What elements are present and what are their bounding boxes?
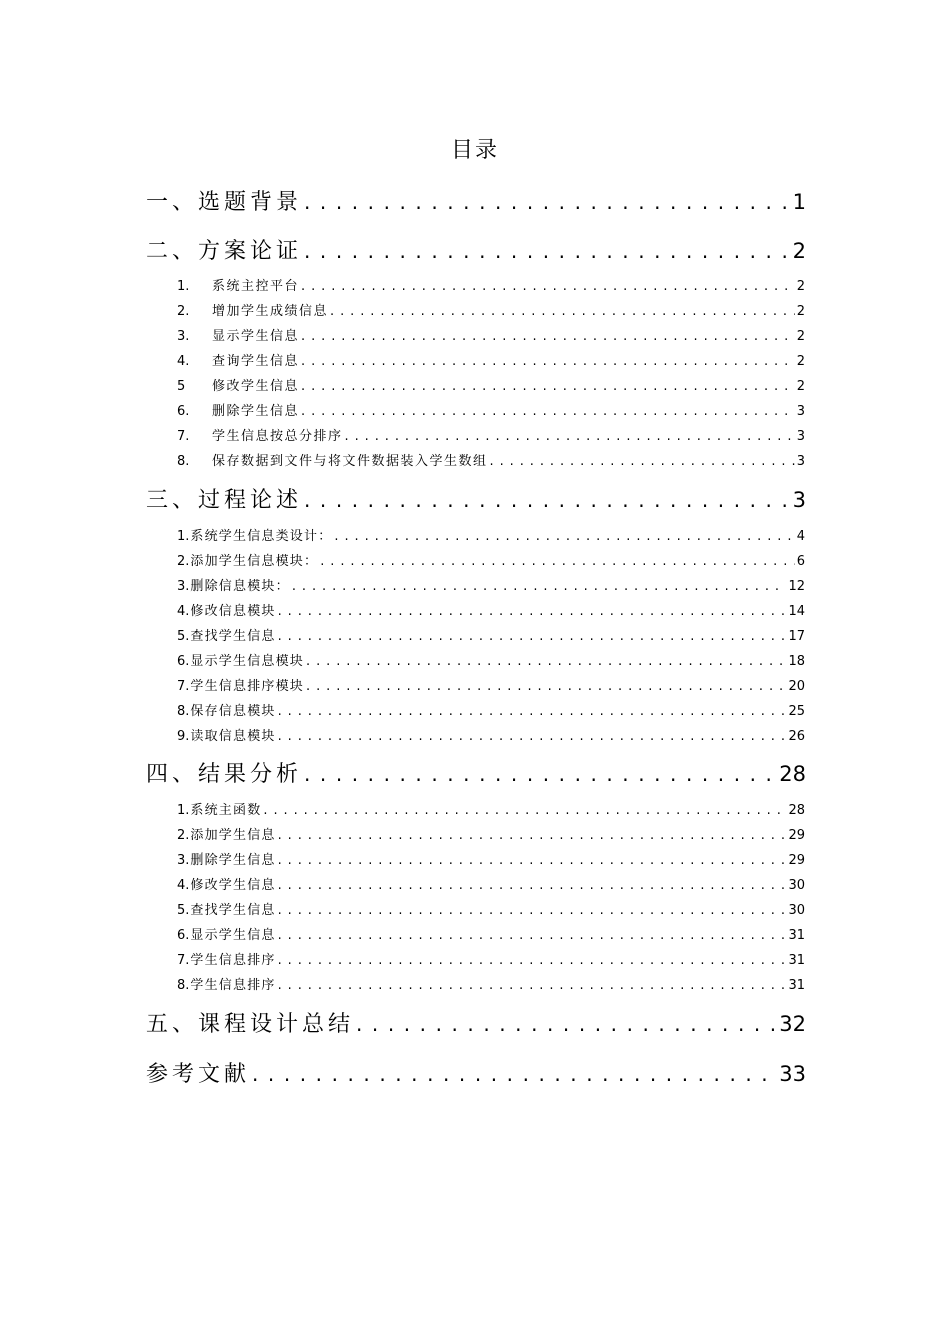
toc-subsection-entry[interactable] xyxy=(177,400,805,419)
toc-subsection-number: 2. xyxy=(177,304,190,319)
toc-subsection-label: 学生信息按总分排序 xyxy=(212,429,343,444)
toc-subsection-label: 显示学生信息模块 xyxy=(190,654,305,669)
toc-subsection-entry[interactable] xyxy=(177,650,805,669)
toc-subsection-entry[interactable] xyxy=(177,325,805,344)
toc-page-number: 29 xyxy=(788,828,805,843)
dot-leader xyxy=(304,762,777,787)
toc-subsection-label: 修改信息模块 xyxy=(190,604,276,619)
dot-leader xyxy=(334,529,794,544)
dot-leader xyxy=(278,978,787,993)
toc-section-entry[interactable] xyxy=(146,1007,806,1038)
toc-subsection-label: 系统学生信息类设计： xyxy=(190,529,333,544)
toc-subsection-entry[interactable] xyxy=(177,275,805,294)
dot-leader xyxy=(320,554,795,569)
toc-page-number: 2 xyxy=(796,279,805,294)
toc-section-entry[interactable] xyxy=(146,185,806,216)
toc-subsection-label: 删除学生信息 xyxy=(212,404,300,419)
toc-page-number: 4 xyxy=(796,529,805,544)
toc-subsection-entry[interactable] xyxy=(177,600,805,619)
toc-subsection-number: 8. xyxy=(177,704,190,719)
toc-subsection-entry[interactable] xyxy=(177,824,805,843)
toc-section-label: 参考文献 xyxy=(146,1062,251,1087)
toc-section-label: 二、方案论证 xyxy=(146,239,303,264)
toc-subsection-entry[interactable] xyxy=(177,700,805,719)
dot-leader xyxy=(345,429,795,444)
toc-subsection-number: 1. xyxy=(177,279,190,294)
dot-leader xyxy=(306,679,786,694)
toc-subsection-number: 9. xyxy=(177,729,190,744)
toc-subsection-number: 2. xyxy=(177,554,190,569)
toc-subsection-entry[interactable] xyxy=(177,550,805,569)
dot-leader xyxy=(330,304,795,319)
dot-leader xyxy=(301,354,795,369)
dot-leader xyxy=(304,190,791,215)
dot-leader xyxy=(263,803,786,818)
toc-subsection-label: 查找学生信息 xyxy=(190,903,276,918)
toc-subsection-entry[interactable] xyxy=(177,425,805,444)
toc-subsection-entry[interactable] xyxy=(177,625,805,644)
toc-subsection-number: 1. xyxy=(177,529,190,544)
toc-subsection-entry[interactable] xyxy=(177,450,805,469)
toc-section-entry[interactable] xyxy=(146,757,806,788)
dot-leader xyxy=(278,828,787,843)
toc-page-number: 33 xyxy=(779,1062,806,1086)
dot-leader xyxy=(278,928,787,943)
toc-subsection-entry[interactable] xyxy=(177,675,805,694)
dot-leader xyxy=(278,903,787,918)
toc-subsection-number: 6. xyxy=(177,404,190,419)
toc-subsection-label: 查找学生信息 xyxy=(190,629,276,644)
toc-subsection-label: 添加学生信息 xyxy=(190,828,276,843)
toc-page-number: 14 xyxy=(788,604,805,619)
dot-leader xyxy=(490,454,795,469)
toc-subsection-entry[interactable] xyxy=(177,924,805,943)
toc-subsection-entry[interactable] xyxy=(177,350,805,369)
toc-page-number: 2 xyxy=(792,239,806,263)
toc-subsection-number: 2. xyxy=(177,828,190,843)
toc-subsection-number: 3. xyxy=(177,853,190,868)
toc-section-label: 五、课程设计总结 xyxy=(146,1012,355,1037)
dot-leader xyxy=(252,1062,777,1087)
toc-subsection-label: 保存信息模块 xyxy=(190,704,276,719)
toc-subsection-label: 显示学生信息 xyxy=(212,329,300,344)
toc-section-label: 三、过程论述 xyxy=(146,488,303,513)
toc-subsection-number: 6. xyxy=(177,928,190,943)
toc-page-number: 18 xyxy=(788,654,805,669)
toc-page-number: 25 xyxy=(788,704,805,719)
toc-subsection-entry[interactable] xyxy=(177,300,805,319)
toc-subsection-number: 5. xyxy=(177,903,190,918)
dot-leader xyxy=(278,853,787,868)
toc-subsection-label: 删除信息模块： xyxy=(190,579,290,594)
toc-page-number: 20 xyxy=(788,679,805,694)
toc-subsection-number: 5 xyxy=(177,379,186,394)
toc-page-number: 28 xyxy=(779,762,806,786)
toc-section-entry[interactable] xyxy=(146,234,806,265)
toc-subsection-entry[interactable] xyxy=(177,899,805,918)
toc-subsection-entry[interactable] xyxy=(177,974,805,993)
dot-leader xyxy=(301,329,795,344)
dot-leader xyxy=(278,604,787,619)
toc-subsection-label: 系统主控平台 xyxy=(212,279,300,294)
toc-subsection-label: 查询学生信息 xyxy=(212,354,300,369)
toc-subsection-label: 添加学生信息模块： xyxy=(190,554,319,569)
toc-subsection-label: 学生信息排序 xyxy=(190,953,276,968)
dot-leader xyxy=(278,729,787,744)
dot-leader xyxy=(356,1012,777,1037)
toc-section-label: 一、选题背景 xyxy=(146,190,303,215)
toc-page-number: 29 xyxy=(788,853,805,868)
dot-leader xyxy=(301,279,795,294)
toc-subsection-entry[interactable] xyxy=(177,874,805,893)
toc-title: 目录 xyxy=(450,138,499,163)
toc-subsection-number: 3. xyxy=(177,329,190,344)
toc-subsection-number: 7. xyxy=(177,953,190,968)
toc-page-number: 30 xyxy=(788,903,805,918)
toc-subsection-entry[interactable] xyxy=(177,575,805,594)
toc-page-number: 31 xyxy=(788,978,805,993)
toc-subsection-number: 4. xyxy=(177,878,190,893)
toc-subsection-entry[interactable] xyxy=(177,799,805,818)
toc-page-number: 2 xyxy=(796,329,805,344)
toc-subsection-label: 增加学生成绩信息 xyxy=(212,304,329,319)
toc-section-entry[interactable] xyxy=(146,1057,806,1088)
toc-subsection-label: 修改学生信息 xyxy=(190,878,276,893)
toc-subsection-entry[interactable] xyxy=(177,375,805,394)
toc-page-number: 12 xyxy=(788,579,805,594)
toc-subsection-label: 删除学生信息 xyxy=(190,853,276,868)
toc-subsection-entry[interactable] xyxy=(177,525,805,544)
toc-page-number: 17 xyxy=(788,629,805,644)
toc-section-entry[interactable] xyxy=(146,483,806,514)
toc-subsection-number: 8. xyxy=(177,978,190,993)
toc-subsection-number: 5. xyxy=(177,629,190,644)
toc-page-number: 26 xyxy=(788,729,805,744)
toc-subsection-label: 系统主函数 xyxy=(190,803,262,818)
toc-subsection-entry[interactable] xyxy=(177,849,805,868)
dot-leader xyxy=(292,579,787,594)
toc-page-number: 2 xyxy=(796,304,805,319)
toc-page-number: 3 xyxy=(796,429,805,444)
toc-page-number: 31 xyxy=(788,953,805,968)
toc-subsection-label: 读取信息模块 xyxy=(190,729,276,744)
dot-leader xyxy=(278,953,787,968)
dot-leader xyxy=(301,404,795,419)
toc-subsection-number: 3. xyxy=(177,579,190,594)
dot-leader xyxy=(304,239,791,264)
toc-subsection-number: 6. xyxy=(177,654,190,669)
dot-leader xyxy=(304,488,791,513)
toc-subsection-label: 学生信息排序 xyxy=(190,978,276,993)
toc-page-number: 2 xyxy=(796,379,805,394)
dot-leader xyxy=(301,379,795,394)
toc-page-number: 30 xyxy=(788,878,805,893)
toc-subsection-label: 修改学生信息 xyxy=(212,379,300,394)
dot-leader xyxy=(278,629,787,644)
toc-page-number: 6 xyxy=(796,554,805,569)
toc-subsection-entry[interactable] xyxy=(177,949,805,968)
toc-section-label: 四、结果分析 xyxy=(146,762,303,787)
toc-page-number: 3 xyxy=(792,488,806,512)
toc-page-number: 1 xyxy=(792,190,806,214)
toc-subsection-number: 4. xyxy=(177,604,190,619)
toc-subsection-label: 保存数据到文件与将文件数据装入学生数组 xyxy=(212,454,488,469)
toc-page-number: 3 xyxy=(796,454,805,469)
toc-page-number: 3 xyxy=(796,404,805,419)
toc-subsection-entry[interactable] xyxy=(177,725,805,744)
toc-subsection-number: 4. xyxy=(177,354,190,369)
toc-subsection-number: 1. xyxy=(177,803,190,818)
toc-subsection-number: 8. xyxy=(177,454,190,469)
toc-page-number: 32 xyxy=(779,1012,806,1036)
toc-subsection-label: 显示学生信息 xyxy=(190,928,276,943)
dot-leader xyxy=(278,704,787,719)
dot-leader xyxy=(306,654,786,669)
toc-subsection-label: 学生信息排序模块 xyxy=(190,679,305,694)
toc-page-number: 2 xyxy=(796,354,805,369)
toc-page-number: 28 xyxy=(788,803,805,818)
toc-page-number: 31 xyxy=(788,928,805,943)
dot-leader xyxy=(278,878,787,893)
toc-subsection-number: 7. xyxy=(177,429,190,444)
toc-subsection-number: 7. xyxy=(177,679,190,694)
